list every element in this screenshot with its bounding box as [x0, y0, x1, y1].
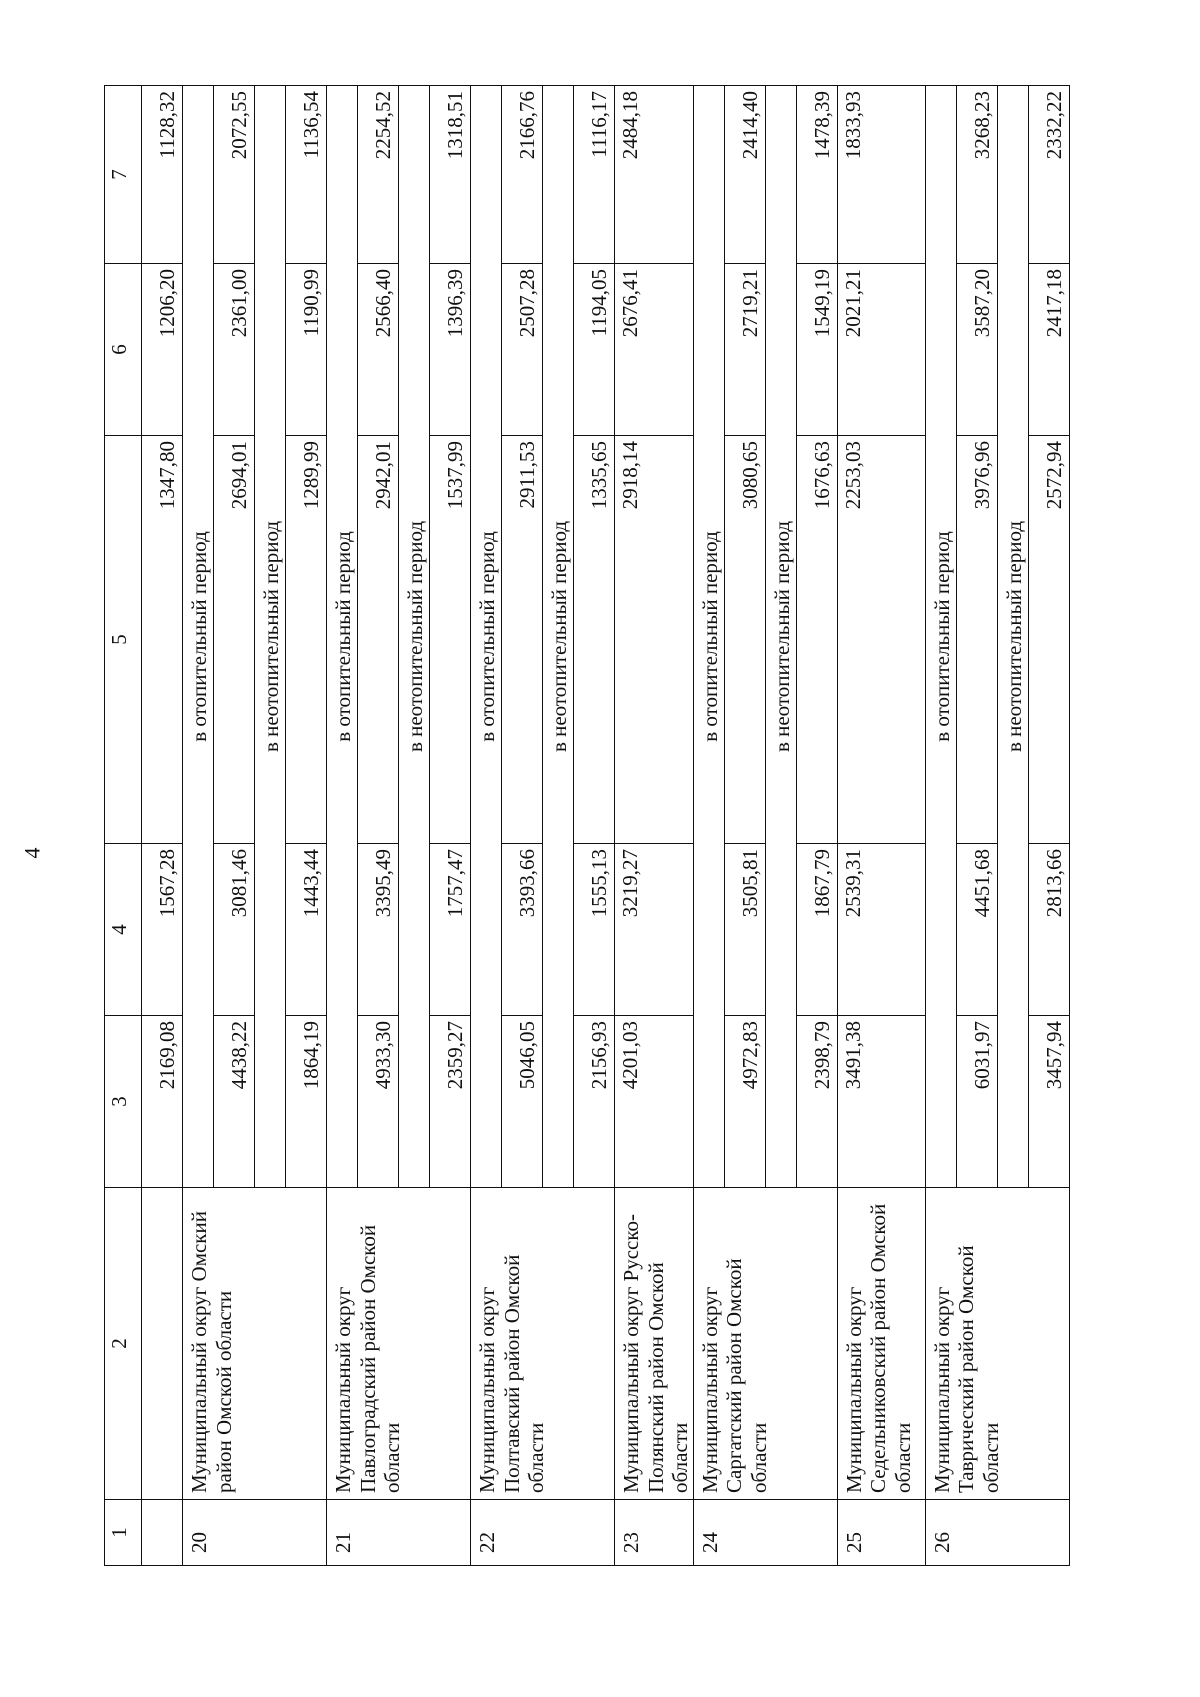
value-cell: 3491,38 — [837, 1016, 925, 1188]
value-cell: 1318,51 — [430, 86, 471, 264]
value-cell: 2566,40 — [358, 264, 399, 436]
tariff-table — [104, 85, 1070, 1566]
row-number: 23 — [615, 1500, 694, 1566]
period-label: в неотопительный период — [255, 86, 286, 1188]
value-cell: 2254,52 — [358, 86, 399, 264]
municipality-name: Муниципальный округ Таврический район Омской области — [925, 1188, 1069, 1500]
value-cell: 1864,19 — [286, 1016, 327, 1188]
value-cell: 2361,00 — [214, 264, 255, 436]
page-number: 4 — [19, 847, 45, 859]
value-cell: 2507,28 — [502, 264, 543, 436]
column-header: 4 — [105, 844, 142, 1016]
column-number-row — [105, 86, 142, 1566]
value-cell: 1190,99 — [286, 264, 327, 436]
value-cell: 4438,22 — [214, 1016, 255, 1188]
value-cell: 4972,83 — [724, 1016, 765, 1188]
value-cell: 3081,46 — [214, 844, 255, 1016]
value-cell: 4451,68 — [956, 844, 997, 1016]
row-number: 22 — [471, 1500, 615, 1566]
period-label: в неотопительный период — [543, 86, 574, 1188]
period-row — [471, 86, 502, 1566]
value-cell: 2021,21 — [837, 264, 925, 436]
value-cell: 3457,94 — [1028, 1016, 1069, 1188]
period-label: в отопительный период — [925, 86, 956, 1188]
value-cell: 1206,20 — [142, 264, 183, 436]
municipality-name: Муниципальный округ Саргатский район Омской области — [693, 1188, 837, 1500]
value-cell: 3976,96 — [956, 436, 997, 844]
rotated-table-container — [104, 86, 1066, 1566]
value-cell: 1555,13 — [574, 844, 615, 1016]
period-label: в неотопительный период — [765, 86, 796, 1188]
value-cell: 2676,41 — [615, 264, 694, 436]
period-label: в отопительный период — [471, 86, 502, 1188]
table-row — [615, 86, 694, 1566]
column-header: 7 — [105, 86, 142, 264]
value-cell: 1676,63 — [796, 436, 837, 844]
period-label: в неотопительный период — [399, 86, 430, 1188]
value-cell: 3080,65 — [724, 436, 765, 844]
row-number: 20 — [183, 1500, 327, 1566]
period-label: в неотопительный период — [997, 86, 1028, 1188]
value-cell: 2417,18 — [1028, 264, 1069, 436]
value-cell: 2156,93 — [574, 1016, 615, 1188]
column-header: 3 — [105, 1016, 142, 1188]
value-cell: 2169,08 — [142, 1016, 183, 1188]
value-cell: 5046,05 — [502, 1016, 543, 1188]
value-cell: 2539,31 — [837, 844, 925, 1016]
value-cell: 3587,20 — [956, 264, 997, 436]
value-cell: 2253,03 — [837, 436, 925, 844]
municipality-name: Муниципальный округ Полтавский район Омской области — [471, 1188, 615, 1500]
municipality-name: Муниципальный округ Седельниковский район Омской области — [837, 1188, 925, 1500]
value-cell: 2942,01 — [358, 436, 399, 844]
value-cell: 1128,32 — [142, 86, 183, 264]
value-cell: 2398,79 — [796, 1016, 837, 1188]
value-cell: 3505,81 — [724, 844, 765, 1016]
period-label: в отопительный период — [183, 86, 214, 1188]
value-cell: 1335,65 — [574, 436, 615, 844]
value-cell: 1867,79 — [796, 844, 837, 1016]
value-cell: 2166,76 — [502, 86, 543, 264]
municipality-name: Муниципальный округ Павлоградский район Омской области — [327, 1188, 471, 1500]
value-cell: 1757,47 — [430, 844, 471, 1016]
value-cell: 1136,54 — [286, 86, 327, 264]
value-cell: 1478,39 — [796, 86, 837, 264]
value-cell: 2911,53 — [502, 436, 543, 844]
value-cell: 4933,30 — [358, 1016, 399, 1188]
row-number: 25 — [837, 1500, 925, 1566]
municipality-name: Муниципальный округ Омский район Омской области — [183, 1188, 327, 1500]
value-cell: 2719,21 — [724, 264, 765, 436]
value-cell: 1116,17 — [574, 86, 615, 264]
column-header: 2 — [105, 1188, 142, 1500]
value-cell: 2572,94 — [1028, 436, 1069, 844]
row-number: 24 — [693, 1500, 837, 1566]
value-cell: 2072,55 — [214, 86, 255, 264]
value-cell: 1289,99 — [286, 436, 327, 844]
row-number: 21 — [327, 1500, 471, 1566]
value-cell: 2332,22 — [1028, 86, 1069, 264]
value-cell: 1347,80 — [142, 436, 183, 844]
value-cell: 1567,28 — [142, 844, 183, 1016]
value-cell: 2359,27 — [430, 1016, 471, 1188]
column-header: 1 — [105, 1500, 142, 1566]
value-cell: 2918,14 — [615, 436, 694, 844]
period-row — [183, 86, 214, 1566]
period-label: в отопительный период — [693, 86, 724, 1188]
value-cell: 3395,49 — [358, 844, 399, 1016]
column-header: 5 — [105, 436, 142, 844]
value-cell: 3393,66 — [502, 844, 543, 1016]
value-cell: 1194,05 — [574, 264, 615, 436]
value-cell: 1833,93 — [837, 86, 925, 264]
row-number: 26 — [925, 1500, 1069, 1566]
value-cell: 1443,44 — [286, 844, 327, 1016]
table-row — [837, 86, 925, 1566]
value-cell: 2414,40 — [724, 86, 765, 264]
value-cell: 1537,99 — [430, 436, 471, 844]
period-row — [693, 86, 724, 1566]
value-cell: 1549,19 — [796, 264, 837, 436]
period-row — [327, 86, 358, 1566]
value-cell: 2484,18 — [615, 86, 694, 264]
table-row — [142, 86, 183, 1566]
value-cell: 4201,03 — [615, 1016, 694, 1188]
value-cell: 3219,27 — [615, 844, 694, 1016]
value-cell: 3268,23 — [956, 86, 997, 264]
column-header: 6 — [105, 264, 142, 436]
municipality-name: Муниципальный округ Русско-Полянский район Омской области — [615, 1188, 694, 1500]
period-label: в отопительный период — [327, 86, 358, 1188]
period-row — [925, 86, 956, 1566]
value-cell: 6031,97 — [956, 1016, 997, 1188]
value-cell: 1396,39 — [430, 264, 471, 436]
value-cell: 2813,66 — [1028, 844, 1069, 1016]
value-cell: 2694,01 — [214, 436, 255, 844]
